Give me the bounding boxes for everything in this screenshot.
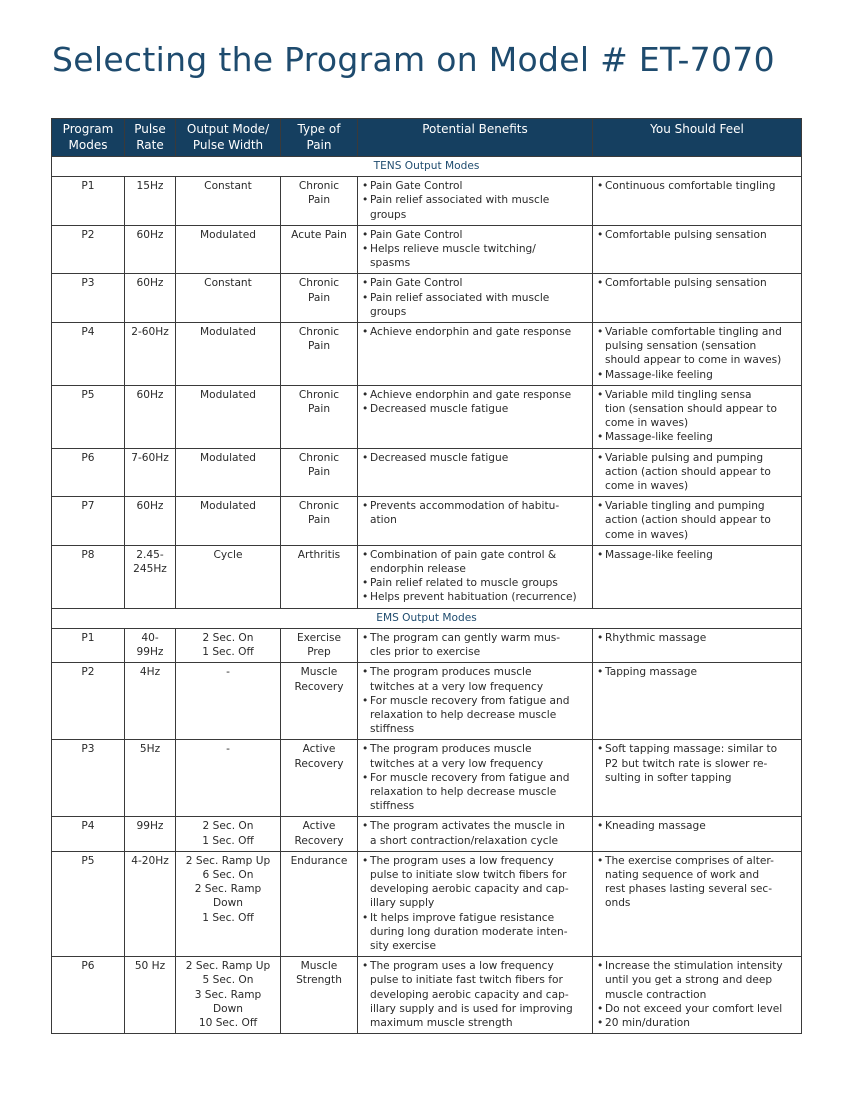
bullet-list — [362, 451, 588, 465]
page-title: Selecting the Program on Model # ET-7070 — [52, 40, 775, 79]
output-mode-cell: Modulated — [176, 385, 281, 448]
bullet-list — [597, 179, 797, 193]
bullet-item: • Helps relieve muscle twitching/ spasms — [362, 242, 588, 270]
you-should-feel-cell — [593, 545, 802, 608]
program-table — [51, 118, 802, 1034]
bullet-list — [597, 548, 797, 562]
table-row — [52, 957, 802, 1034]
pulse-rate-cell: 4-20Hz — [125, 851, 176, 956]
program-mode-cell: P6 — [52, 957, 125, 1034]
program-mode-cell: P3 — [52, 740, 125, 817]
pulse-rate-cell: 4Hz — [125, 663, 176, 740]
output-mode-cell: - — [176, 663, 281, 740]
table-row — [52, 740, 802, 817]
bullet-list — [362, 548, 588, 605]
bullet-item: • 20 min/duration — [597, 1016, 797, 1030]
program-mode-cell: P2 — [52, 663, 125, 740]
pulse-rate-cell: 15Hz — [125, 177, 176, 226]
program-mode-cell: P5 — [52, 851, 125, 956]
type-of-pain-cell: Chronic Pain — [281, 385, 358, 448]
you-should-feel-cell — [593, 274, 802, 323]
potential-benefits-cell — [358, 274, 593, 323]
bullet-list — [597, 959, 797, 1030]
type-of-pain-cell: Acute Pain — [281, 225, 358, 274]
header-type-of-pain: Type of Pain — [281, 119, 358, 157]
table-row — [52, 385, 802, 448]
you-should-feel-cell — [593, 817, 802, 851]
bullet-list — [362, 959, 588, 1030]
bullet-list — [597, 228, 797, 242]
header-output-mode: Output Mode/ Pulse Width — [176, 119, 281, 157]
program-mode-cell: P1 — [52, 628, 125, 662]
potential-benefits-cell — [358, 385, 593, 448]
table-row — [52, 177, 802, 226]
bullet-item: • For muscle recovery from fatigue and relaxation to help decrease muscle stiffness — [362, 694, 588, 737]
pulse-rate-cell: 60Hz — [125, 274, 176, 323]
bullet-item: • Pain relief associated with muscle groups — [362, 291, 588, 319]
bullet-list — [597, 742, 797, 785]
pulse-rate-cell: 99Hz — [125, 817, 176, 851]
bullet-item: • Pain Gate Control — [362, 179, 588, 193]
bullet-list — [362, 631, 588, 659]
type-of-pain-cell: Chronic Pain — [281, 497, 358, 546]
table-row — [52, 225, 802, 274]
you-should-feel-cell — [593, 957, 802, 1034]
bullet-item: • Variable comfortable tingling and pulsing sensation (sensation should appear to come in waves) — [597, 325, 797, 368]
section-heading-row — [52, 157, 802, 177]
bullet-item: • Kneading massage — [597, 819, 797, 833]
section-heading: TENS Output Modes — [52, 157, 802, 177]
potential-benefits-cell — [358, 448, 593, 497]
type-of-pain-cell: Exercise Prep — [281, 628, 358, 662]
bullet-item: • Achieve endorphin and gate response — [362, 388, 588, 402]
table-row — [52, 274, 802, 323]
program-mode-cell: P4 — [52, 323, 125, 386]
pulse-rate-cell: 2-60Hz — [125, 323, 176, 386]
pulse-rate-cell: 60Hz — [125, 497, 176, 546]
table-row — [52, 851, 802, 956]
bullet-list — [362, 742, 588, 813]
potential-benefits-cell — [358, 817, 593, 851]
bullet-item: • Massage-like feeling — [597, 430, 797, 444]
bullet-item: • Massage-like feeling — [597, 368, 797, 382]
bullet-list — [597, 451, 797, 494]
bullet-item: • For muscle recovery from fatigue and relaxation to help decrease muscle stiffness — [362, 771, 588, 814]
type-of-pain-cell: Chronic Pain — [281, 323, 358, 386]
bullet-list — [362, 179, 588, 222]
table-row — [52, 497, 802, 546]
bullet-item: • Achieve endorphin and gate response — [362, 325, 588, 339]
header-you-should-feel: You Should Feel — [593, 119, 802, 157]
bullet-item: • The program activates the muscle in a short contraction/relaxation cycle — [362, 819, 588, 847]
you-should-feel-cell — [593, 740, 802, 817]
you-should-feel-cell — [593, 323, 802, 386]
bullet-list — [597, 276, 797, 290]
type-of-pain-cell: Muscle Strength — [281, 957, 358, 1034]
bullet-list — [362, 276, 588, 319]
bullet-item: • Pain Gate Control — [362, 276, 588, 290]
potential-benefits-cell — [358, 545, 593, 608]
bullet-item: • Soft tapping massage: similar to P2 but twitch rate is slower re- sulting in softer tapping — [597, 742, 797, 785]
pulse-rate-cell: 2.45- 245Hz — [125, 545, 176, 608]
table-row — [52, 448, 802, 497]
you-should-feel-cell — [593, 628, 802, 662]
bullet-item: • Decreased muscle fatigue — [362, 451, 588, 465]
output-mode-cell: Cycle — [176, 545, 281, 608]
table-row — [52, 323, 802, 386]
potential-benefits-cell — [358, 323, 593, 386]
program-mode-cell: P8 — [52, 545, 125, 608]
table-header-row — [52, 119, 802, 157]
potential-benefits-cell — [358, 497, 593, 546]
bullet-list — [362, 228, 588, 271]
program-mode-cell: P5 — [52, 385, 125, 448]
bullet-list — [597, 631, 797, 645]
you-should-feel-cell — [593, 385, 802, 448]
type-of-pain-cell: Chronic Pain — [281, 448, 358, 497]
bullet-list — [597, 388, 797, 445]
bullet-item: • The program uses a low frequency pulse to initiate slow twitch fibers for developing aerobic capacity and cap- illary supply — [362, 854, 588, 911]
you-should-feel-cell — [593, 497, 802, 546]
you-should-feel-cell — [593, 851, 802, 956]
you-should-feel-cell — [593, 225, 802, 274]
pulse-rate-cell: 40- 99Hz — [125, 628, 176, 662]
bullet-item: • Rhythmic massage — [597, 631, 797, 645]
potential-benefits-cell — [358, 957, 593, 1034]
type-of-pain-cell: Active Recovery — [281, 817, 358, 851]
pulse-rate-cell: 60Hz — [125, 385, 176, 448]
section-heading-row — [52, 608, 802, 628]
bullet-item: • It helps improve fatigue resistance during long duration moderate inten- sity exercise — [362, 911, 588, 954]
bullet-list — [362, 388, 588, 416]
program-mode-cell: P1 — [52, 177, 125, 226]
potential-benefits-cell — [358, 628, 593, 662]
pulse-rate-cell: 50 Hz — [125, 957, 176, 1034]
table-row — [52, 817, 802, 851]
bullet-item: • Variable tingling and pumping action (action should appear to come in waves) — [597, 499, 797, 542]
program-mode-cell: P2 — [52, 225, 125, 274]
bullet-item: • The exercise comprises of alter- nating sequence of work and rest phases lasting several sec- onds — [597, 854, 797, 911]
bullet-item: • Pain relief associated with muscle groups — [362, 193, 588, 221]
table-body — [52, 157, 802, 1034]
type-of-pain-cell: Endurance — [281, 851, 358, 956]
potential-benefits-cell — [358, 225, 593, 274]
bullet-list — [362, 499, 588, 527]
bullet-item: • Variable pulsing and pumping action (action should appear to come in waves) — [597, 451, 797, 494]
bullet-list — [597, 819, 797, 833]
type-of-pain-cell: Active Recovery — [281, 740, 358, 817]
bullet-list — [362, 665, 588, 736]
output-mode-cell: - — [176, 740, 281, 817]
bullet-item: • The program uses a low frequency pulse to initiate fast twitch fibers for developing aerobic capacity and cap- illary supply and is used for improving maximum muscle strength — [362, 959, 588, 1030]
you-should-feel-cell — [593, 663, 802, 740]
potential-benefits-cell — [358, 663, 593, 740]
bullet-item: • The program produces muscle twitches at a very low frequency — [362, 742, 588, 770]
header-program-modes: Program Modes — [52, 119, 125, 157]
you-should-feel-cell — [593, 448, 802, 497]
bullet-item: • Tapping massage — [597, 665, 797, 679]
pulse-rate-cell: 60Hz — [125, 225, 176, 274]
bullet-item: • Do not exceed your comfort level — [597, 1002, 797, 1016]
bullet-list — [362, 854, 588, 953]
type-of-pain-cell: Chronic Pain — [281, 177, 358, 226]
bullet-item: • Comfortable pulsing sensation — [597, 276, 797, 290]
bullet-item: • Massage-like feeling — [597, 548, 797, 562]
bullet-item: • Helps prevent habituation (recurrence) — [362, 590, 588, 604]
output-mode-cell: Modulated — [176, 225, 281, 274]
bullet-list — [362, 819, 588, 847]
type-of-pain-cell: Chronic Pain — [281, 274, 358, 323]
bullet-item: • Pain relief related to muscle groups — [362, 576, 588, 590]
section-heading: EMS Output Modes — [52, 608, 802, 628]
header-potential-benefits: Potential Benefits — [358, 119, 593, 157]
bullet-item: • Combination of pain gate control & endorphin release — [362, 548, 588, 576]
table-row — [52, 663, 802, 740]
bullet-item: • The program can gently warm mus- cles prior to exercise — [362, 631, 588, 659]
program-mode-cell: P4 — [52, 817, 125, 851]
bullet-item: • Continuous comfortable tingling — [597, 179, 797, 193]
potential-benefits-cell — [358, 740, 593, 817]
output-mode-cell: Constant — [176, 274, 281, 323]
bullet-item: • Decreased muscle fatigue — [362, 402, 588, 416]
bullet-item: • Pain Gate Control — [362, 228, 588, 242]
output-mode-cell: Modulated — [176, 497, 281, 546]
output-mode-cell: 2 Sec. On 1 Sec. Off — [176, 628, 281, 662]
you-should-feel-cell — [593, 177, 802, 226]
output-mode-cell: 2 Sec. On 1 Sec. Off — [176, 817, 281, 851]
header-pulse-rate: Pulse Rate — [125, 119, 176, 157]
potential-benefits-cell — [358, 177, 593, 226]
output-mode-cell: 2 Sec. Ramp Up 5 Sec. On 3 Sec. Ramp Down 10 Sec. Off — [176, 957, 281, 1034]
bullet-item: • The program produces muscle twitches at a very low frequency — [362, 665, 588, 693]
bullet-list — [597, 665, 797, 679]
program-mode-cell: P3 — [52, 274, 125, 323]
bullet-item: • Variable mild tingling sensa tion (sensation should appear to come in waves) — [597, 388, 797, 431]
output-mode-cell: Constant — [176, 177, 281, 226]
bullet-item: • Increase the stimulation intensity until you get a strong and deep muscle contraction — [597, 959, 797, 1002]
output-mode-cell: 2 Sec. Ramp Up 6 Sec. On 2 Sec. Ramp Down 1 Sec. Off — [176, 851, 281, 956]
table-row — [52, 545, 802, 608]
bullet-list — [597, 499, 797, 542]
pulse-rate-cell: 7-60Hz — [125, 448, 176, 497]
type-of-pain-cell: Muscle Recovery — [281, 663, 358, 740]
table-row — [52, 628, 802, 662]
type-of-pain-cell: Arthritis — [281, 545, 358, 608]
program-mode-cell: P7 — [52, 497, 125, 546]
output-mode-cell: Modulated — [176, 323, 281, 386]
pulse-rate-cell: 5Hz — [125, 740, 176, 817]
bullet-list — [597, 325, 797, 382]
program-mode-cell: P6 — [52, 448, 125, 497]
bullet-item: • Comfortable pulsing sensation — [597, 228, 797, 242]
potential-benefits-cell — [358, 851, 593, 956]
bullet-list — [362, 325, 588, 339]
bullet-item: • Prevents accommodation of habitu- ation — [362, 499, 588, 527]
bullet-list — [597, 854, 797, 911]
output-mode-cell: Modulated — [176, 448, 281, 497]
